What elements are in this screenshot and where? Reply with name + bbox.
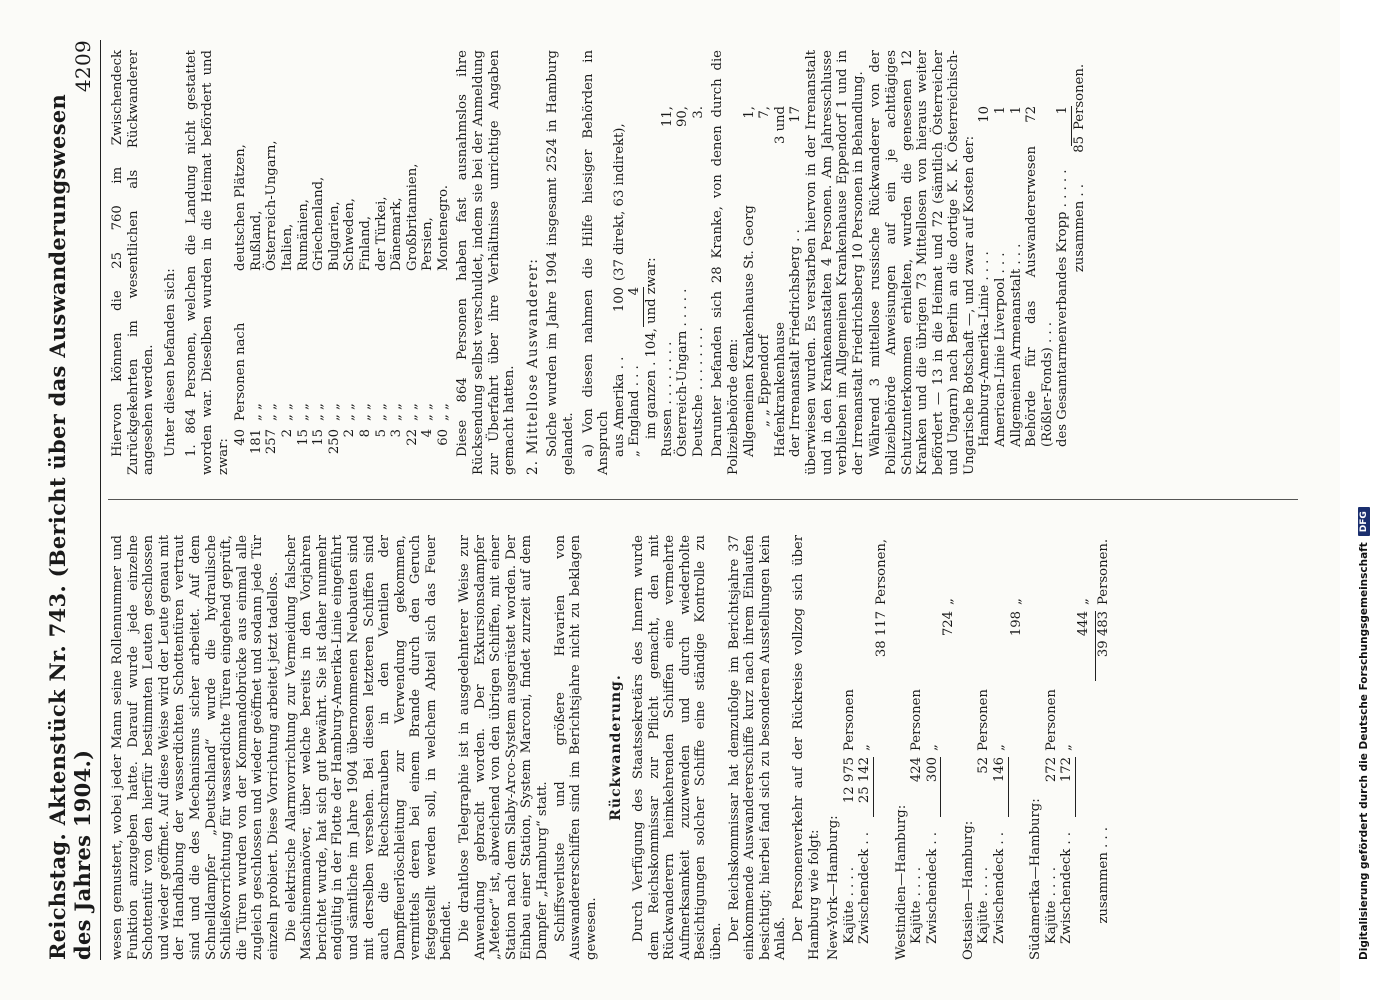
page-number: 4209	[71, 40, 95, 93]
table-row: Kajüte . . . . 12 975 Personen	[841, 689, 857, 944]
origin-table	[612, 50, 660, 475]
list-item: 15 „ „ Griechenland,	[311, 176, 327, 446]
header-title: Reichstag. Aktenstück Nr. 743. (Bericht über das Auswanderungswesen des Jahres 1904.)	[45, 93, 95, 960]
left-column	[110, 535, 1113, 960]
list-item: 3 „ „ Dänemark,	[389, 197, 405, 438]
table-row: Kajüte . . . . 272 Personen	[1043, 689, 1059, 944]
list-item: Deutsche . . . . . . . . 3.	[690, 106, 706, 457]
list-item: 40 Personen nach deutschen Plätzen,	[233, 144, 249, 446]
table-total-row: zusammen . . 85 Personen.	[1072, 63, 1088, 273]
table-row: Hamburg-Amerika-Linie . . . . 10	[977, 106, 993, 447]
paragraph: Durch Verfügung des Staatssekretärs des Innern wurde dem Reichskommissar zur Pflicht gemacht, den mit Rückwanderern heimkehrenden Schiffen eine vermehrte Aufmerksamkeit zuzuwenden und durch wiederholte Besichtigungen solcher Schiffe eine ständige Kontrolle zu üben.	[631, 535, 724, 960]
paragraph: Solche wurden im Jahre 1904 insgesamt 2524 in Hamburg gelandet.	[545, 50, 577, 475]
table-row: Allgemeinen Armenanstalt . . . 1	[1008, 106, 1024, 447]
paragraph: Der Reichskommissar hat demzufolge im Berichtsjahre 37 einkommende Auswandererschiffe kurz nach ihrem Einlaufen besichtigt; hierbei fand sich zu besonderen Ausstellungen kein Anlaß.	[726, 535, 789, 960]
list-item: „ „ Eppendorf 7,	[757, 106, 773, 427]
list-item: 257 „ „ Österreich-Ungarn,	[264, 140, 280, 455]
header-rule	[100, 40, 101, 960]
table-row: Behörde für das Auswandererwesen (Rößler-Fonds) . . . 72	[1024, 106, 1055, 447]
table-row: Kajüte . . . . 424 Personen	[909, 689, 925, 944]
paragraph: überwiesen wurden. Es verstarben hiervon in der Irrenanstalt und in den Krankenanstalten 4 Personen. Am Jahresschlusse verblieben im Allgemeinen Krankenhause Eppendorf 1 und in der Irrenanstalt Friedrichsberg 10 Personen in Behandlung.	[803, 50, 866, 475]
paragraph: Die drahtlose Telegraphie ist in ausgedehnterer Weise zur Anwendung gebracht worden. Der Exkursionsdampfer „Meteor“ ist, abweichend von den übrigen Schiffen, mit einer Station nach dem Slaby-Arco-System ausgerüstet worden. Der Einbau einer Station, System Marconi, findet zurzeit auf dem Dampfer „Hamburg“ statt.	[457, 535, 551, 960]
paragraph: Hiervon können die 25 760 im Zwischendeck Zurückgekehrten im wesentlichen als Rückwanderer angesehen werden.	[110, 50, 157, 475]
list-item: 22 „ „ Großbritannien,	[404, 163, 420, 446]
section-heading: 2. Mittellose Auswanderer:	[524, 257, 541, 475]
paragraph: Diese 864 Personen haben fast ausnahmslos ihre Rücksendung selbst verschuldet, indem sie bei der Anmeldung zur Überfahrt über ihre Verhältnisse unrichtige Angaben gemacht hatten.	[455, 50, 518, 475]
paragraph: Unter diesen befanden sich:	[162, 268, 178, 457]
paragraph: 1. 864 Personen, welchen die Landung nicht gestattet worden war. Dieselben wurden in die Heimat befördert und zwar:	[184, 50, 231, 475]
table-grand-total-row: zusammen . . . 39 483 Personen.	[1095, 538, 1111, 924]
list-item: Hafenkrankenhause 3 und	[772, 106, 788, 457]
table-row: im ganzen . 104, und zwar:	[644, 257, 659, 439]
group-title: Südamerika—Hamburg:	[1028, 798, 1044, 960]
section-heading: Rückwanderung.	[608, 674, 625, 821]
list-item: 2 „ „ Italien,	[279, 223, 295, 438]
list-item: Allgemeinen Krankenhause St. Georg 1,	[741, 106, 757, 457]
list-item: 15 „ „ Rumänien,	[295, 199, 311, 446]
nations-list	[233, 50, 451, 475]
paragraph: wesen gemustert, wobei jeder Mann seine Rollennummer und Funktion anzugeben hatte. Darauf wurde jede einzelne Schottentür von den hierfür bestimmten Leuten geschlossen und wieder geöffnet. Auf diese Weise wird der Leute genau mit der Handhabung der wasserdichten Schottentüren vertraut sind und die des Mechanismus sicher arbeitet. Auf dem Schnelldampfer „Deutschland“ wurde die hydraulische Schließvorrichtung für wasserdichte Türen eingehend geprüft, die Türen wurden von der Kommandobrücke aus einmal alle zugleich geschlossen und wieder geöffnet und sodann jede Tür einzeln probiert. Diese Vorrichtung arbeitet jetzt tadellos.	[110, 535, 281, 960]
paragraph: Während 3 mittellose russische Rückwanderer von der Polizeibehörde Anweisungen auf ein je achttägiges Schutzunterkommen erhielten, wurden die genesenen 12 Kranken und die übrigen 73 Mittellosen von hieraus weiter befördert — 13 in die Heimat und 72 (sämtlich Österreicher und Ungarn) nach Berlin an die dortige K. K. Österreichisch-Ungarische Botschaft —, und zwar auf Kosten der:	[868, 50, 977, 475]
list-item: Russen . . . . . . . . 11,	[659, 106, 675, 457]
cost-table	[977, 50, 1087, 475]
table-subtotal-row: 198 „	[1008, 598, 1024, 637]
table-row: American-Linie Liverpool . . . 1	[993, 106, 1009, 447]
right-column	[110, 50, 1088, 475]
running-header	[45, 40, 95, 960]
paragraph: Die elektrische Alarmvorrichtung zur Vermeidung falscher Maschinenmanöver, über welche bereits in den Vorjahren berichtet wurde, hat sich gut bewährt. Sie ist daher nunmehr endgültig in der Flotte der Hamburg-Amerika-Linie eingeführt und sämtliche im Jahre 1904 übernommenen Neubauten sind mit derselben versehen. Bei diesen letzteren Schiffen sind auch die Riechschrauben in den Ventilen der Dampffeuerlöschleitung zur Verwendung gekommen, vermittels deren bei einem Brande durch den Geruch festgestellt werden soll, in welchem Abteil sich das Feuer befindet.	[283, 535, 455, 960]
list-item: 2 „ „ Schweden,	[342, 198, 358, 438]
table-group	[1028, 535, 1091, 960]
list-item: 181 „ „ Rußland,	[248, 210, 264, 455]
paragraph: Schiffsverluste und größere Havarien von Auswandererschiffen sind im Berichtsjahre nicht zu beklagen gewesen.	[552, 535, 599, 960]
table-subtotal-row: 724 „	[941, 598, 957, 637]
table-row: Zwischendeck . . 172 „	[1059, 744, 1075, 944]
list-item: 250 „ „ Bulgarien,	[326, 201, 342, 455]
list-item: 60 „ „ Montenegro.	[435, 185, 451, 446]
return-traffic-table	[826, 535, 1111, 960]
table-subtotal-row: 444 „	[1076, 598, 1092, 637]
paragraph: Der Personenverkehr auf der Rückreise vollzog sich über Hamburg wie folgt:	[790, 535, 822, 960]
table-row: aus Amerika . . 100 (37 direkt, 63 indirekt),	[611, 123, 627, 457]
group-title: Westindien—Hamburg:	[893, 804, 909, 960]
column-divider	[108, 499, 1298, 500]
credit-text: Digitalisierung gefördert durch die Deutsche Forschungsgemeinschaft	[1358, 542, 1370, 960]
digitization-credit-bar	[1345, 0, 1383, 1000]
table-row: des Gesamtarmenverbandes Kropp . . . . . 1	[1055, 106, 1071, 447]
group-title: Ostasien—Hamburg:	[960, 820, 976, 960]
hospital-list	[742, 50, 804, 475]
table-subtotal-row: 38 117 Personen,	[873, 538, 889, 658]
group-title: New-York—Hamburg:	[826, 815, 842, 960]
table-group	[894, 535, 957, 960]
list-item: 8 „ „ Finland,	[357, 215, 373, 438]
list-item: 4 „ „ Persien,	[420, 217, 436, 438]
table-row: Zwischendeck . . 300 „	[924, 744, 940, 944]
table-row: Zwischendeck . . 25 142 „	[857, 744, 873, 944]
table-group	[961, 535, 1024, 960]
paragraph: a) Von diesen nahmen die Hilfe hiesiger Behörden in Anspruch	[580, 50, 612, 475]
table-row: Zwischendeck . . 146 „	[992, 744, 1008, 944]
table-row: Kajüte . . . . 52 Personen	[976, 689, 992, 944]
table-group	[826, 535, 889, 960]
table-row: „ England . . . 4	[627, 287, 643, 457]
nationality-breakdown	[660, 50, 707, 475]
list-item: der Irrenanstalt Friedrichsberg . . 17	[788, 106, 804, 457]
list-item: Österreich-Ungarn . . . . . 90,	[675, 106, 691, 457]
paragraph: Darunter befanden sich 28 Kranke, von denen durch die Polizeibehörde dem:	[710, 50, 741, 475]
list-item: 5 „ „ der Türkei,	[373, 196, 389, 438]
dfg-logo: DFG	[1358, 507, 1370, 536]
